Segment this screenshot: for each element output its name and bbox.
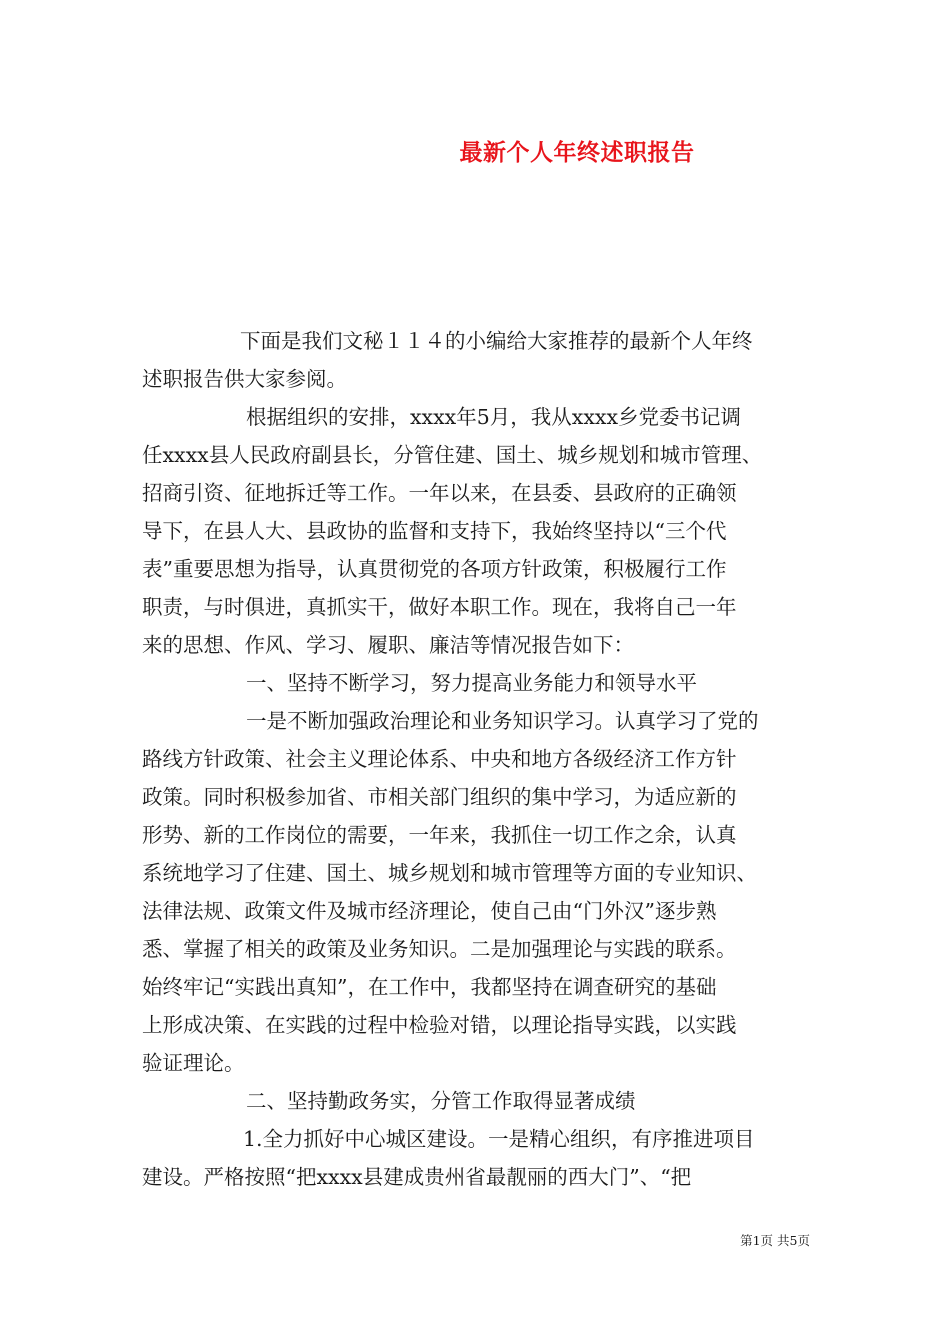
document-body <box>142 322 812 1196</box>
paragraph-line: 系统地学习了住建、国土、城乡规划和城市管理等方面的专业知识、 <box>142 861 757 885</box>
paragraph-line: 下面是我们文秘１１４的小编给大家推荐的最新个人年终 <box>240 329 753 353</box>
paragraph-line: 建设。严格按照“把xxxx县建成贵州省最靓丽的西大门”、“把 <box>142 1165 692 1189</box>
paragraph-line: 导下，在县人大、县政协的监督和支持下，我始终坚持以“三个代 <box>142 519 727 543</box>
paragraph-line: 招商引资、征地拆迁等工作。一年以来，在县委、县政府的正确领 <box>142 481 737 505</box>
paragraph-line: 表”重要思想为指导，认真贯彻党的各项方针政策，积极履行工作 <box>142 557 727 581</box>
paragraph-line: 法律法规、政策文件及城市经济理论，使自己由“门外汉”逐步熟 <box>142 899 717 923</box>
paragraph-line: 根据组织的安排，xxxx年5月，我从xxxx乡党委书记调 <box>246 405 742 429</box>
paragraph-line: 上形成决策、在实践的过程中检验对错，以理论指导实践，以实践 <box>142 1013 737 1037</box>
paragraph-line: 述职报告供大家参阅。 <box>142 367 347 391</box>
paragraph-line: 政策。同时积极参加省、市相关部门组织的集中学习，为适应新的 <box>142 785 737 809</box>
document-title: 最新个人年终述职报告 <box>459 139 695 166</box>
paragraph-line: 一是不断加强政治理论和业务知识学习。认真学习了党的 <box>246 709 759 733</box>
section-heading: 一、坚持不断学习，努力提高业务能力和领导水平 <box>246 671 697 695</box>
paragraph-line: 形势、新的工作岗位的需要，一年来，我抓住一切工作之余，认真 <box>142 823 737 847</box>
paragraph-line: 任xxxx县人民政府副县长，分管住建、国土、城乡规划和城市管理、 <box>142 443 763 467</box>
paragraph-line: 验证理论。 <box>142 1051 245 1075</box>
paragraph-line: 悉、掌握了相关的政策及业务知识。二是加强理论与实践的联系。 <box>142 937 737 961</box>
paragraph-line: 始终牢记“实践出真知”，在工作中，我都坚持在调查研究的基础 <box>142 975 717 999</box>
page-number-footer: 第1页 共5页 <box>740 1233 810 1248</box>
paragraph-line: 1.全力抓好中心城区建设。一是精心组织，有序推进项目 <box>243 1127 755 1151</box>
section-heading: 二、坚持勤政务实，分管工作取得显著成绩 <box>246 1089 636 1113</box>
paragraph-line: 来的思想、作风、学习、履职、廉洁等情况报告如下： <box>142 633 634 657</box>
paragraph-line: 职责，与时俱进，真抓实干，做好本职工作。现在，我将自己一年 <box>142 595 737 619</box>
paragraph-line: 路线方针政策、社会主义理论体系、中央和地方各级经济工作方针 <box>142 747 737 771</box>
